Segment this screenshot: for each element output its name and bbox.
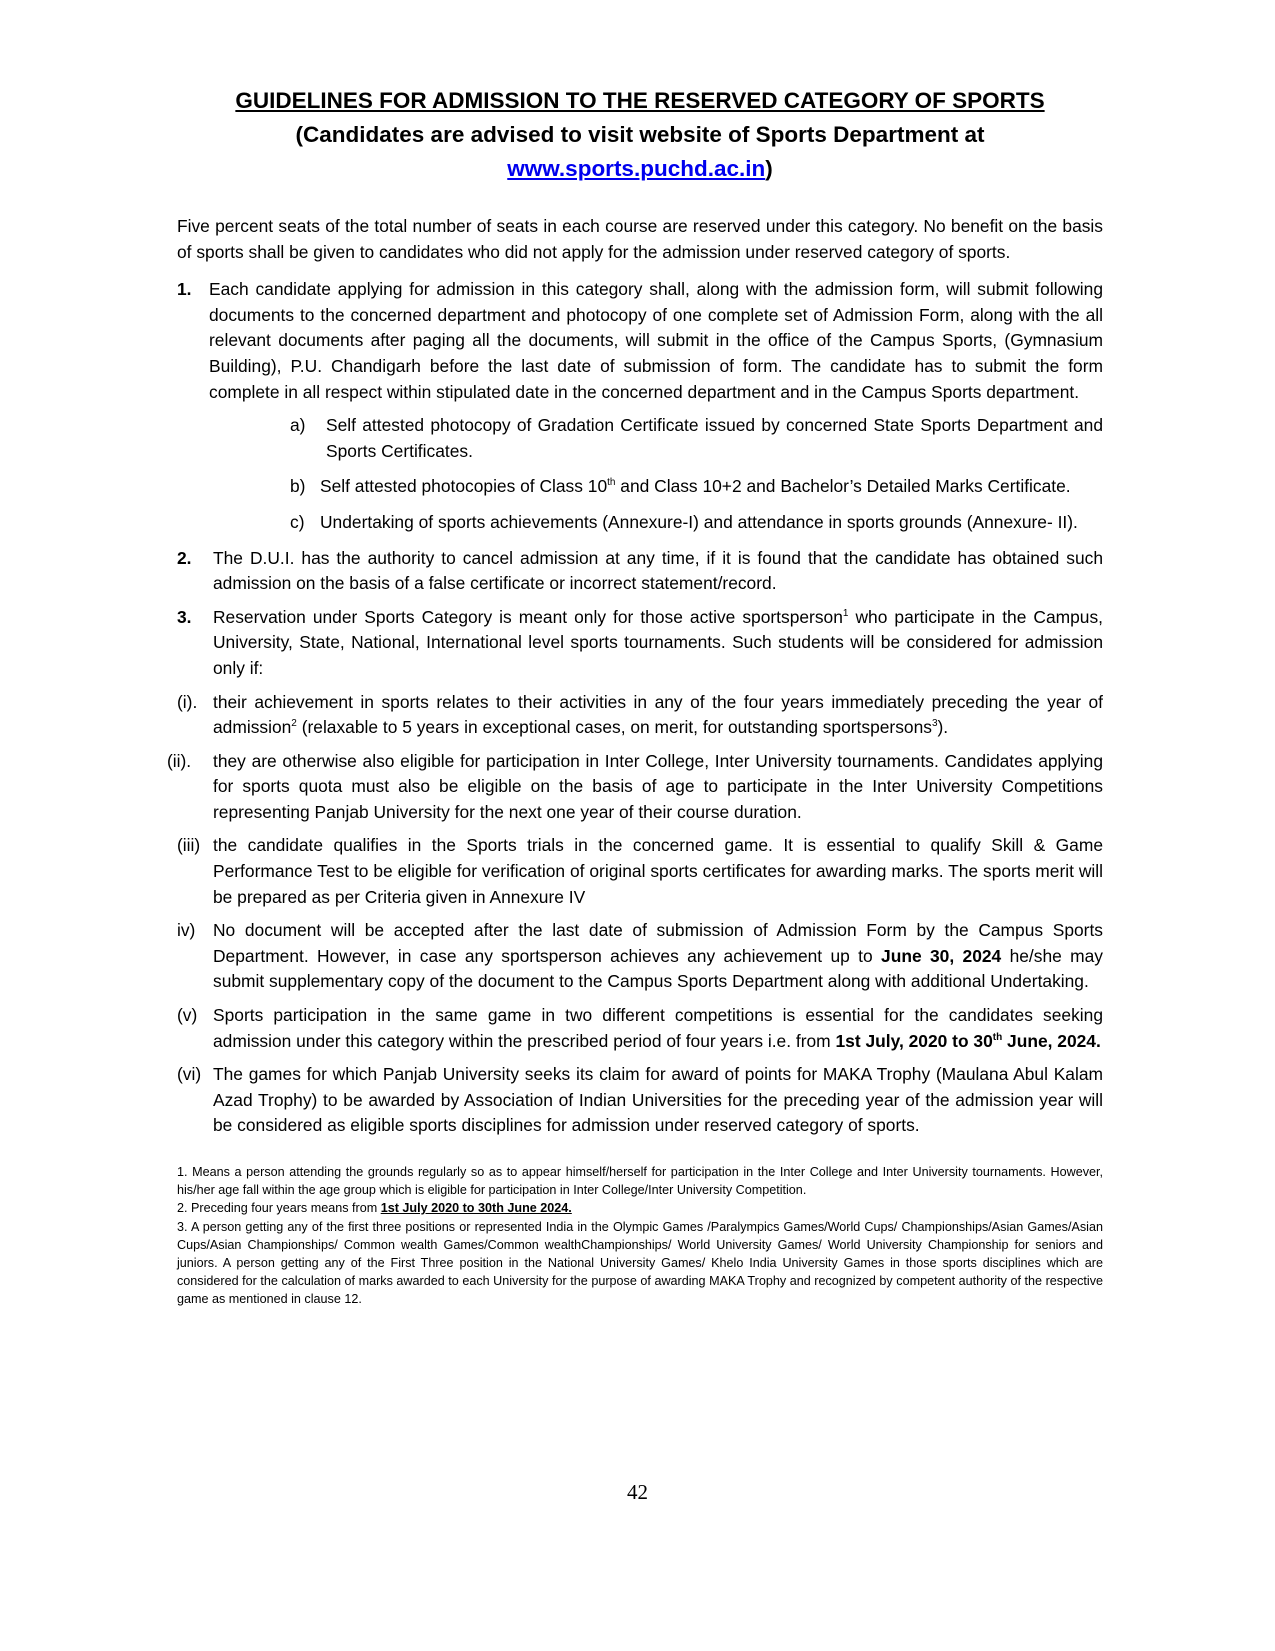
page-title: GUIDELINES FOR ADMISSION TO THE RESERVED CATEGORY OF SPORTS <box>235 88 1045 113</box>
condition-number: (i). <box>177 691 198 712</box>
condition-text-cont: he/she may submit supplementary copy of the document to the Campus Sports Department along with additional Undertaking. <box>213 945 1103 992</box>
intro-paragraph: Five percent seats of the total number of seats in each course are reserved under this category. No benefit on the basis of sports shall be given to candidates who did not apply for the admission under reserved category of sports. <box>177 216 1103 262</box>
condition-text: No document will be accepted after the last date of submission of Admission Form by the Campus Sports Department. However, in case any sportsperson achieves any achievement up to <box>213 920 1103 966</box>
condition-text: The games for which Panjab University seeks its claim for award of points for MAKA Trophy (Maulana Abul Kalam Azad Trophy) to be awarded by Association of Indian Universities for the preceding year of the admission year will be considered as eligible sports disciplines for admission under reserved category of sports. <box>213 1064 1103 1136</box>
title-link-line <box>177 152 1103 186</box>
clause-3 <box>177 605 1103 682</box>
condition-number: (v) <box>177 1005 198 1026</box>
footnote-2-period: 1st July 2020 to 30th June 2024. <box>380 1201 572 1216</box>
document-letter: b) <box>290 476 306 497</box>
document-letter: a) <box>290 415 306 436</box>
condition-text: their achievement in sports relates to their activities in any of the four years immediately preceding the year of admission <box>213 691 1103 738</box>
footnote-1: 1. Means a person attending the grounds regularly so as to appear himself/herself for participation in the Inter College and Inter University tournaments. However, his/her age fall within the age group which is eligible for participation in Inter College/Inter University Competition. <box>177 1165 1103 1198</box>
condition-text: they are otherwise also eligible for participation in Inter College, Inter University tournaments. Candidates applying for sports quota must also be eligible on the basis of age to participate in the Inter University Competitions representing Panjab University for the next one year of their course duration. <box>213 750 1103 822</box>
superscript: th <box>607 477 616 489</box>
condition-iv <box>177 918 1103 995</box>
condition-text-end: ). <box>937 717 949 738</box>
document-text: Self attested photocopies of Class 10 <box>320 476 608 497</box>
clause-number: 1. <box>177 279 192 300</box>
condition-v <box>177 1003 1103 1054</box>
clause-text-cont: who participate in the Campus, University, State, National, International level sports tournaments. Such students will be considered for admission only if: <box>213 606 1103 678</box>
clause-2 <box>177 546 1103 597</box>
footnote-ref-2: 2 <box>291 718 297 730</box>
condition-text-cont: (relaxable to 5 years in exceptional cases, on merit, for outstanding sportspersons <box>296 717 932 738</box>
condition-number: (ii). <box>167 750 192 771</box>
documents-list <box>177 413 1103 535</box>
condition-number: iv) <box>177 920 196 941</box>
document-item-c <box>290 510 1103 536</box>
document-item-a <box>290 413 1103 464</box>
page-number: 42 <box>627 1480 648 1504</box>
condition-text: the candidate qualifies in the Sports trials in the concerned game. It is essential to qualify Skill & Game Performance Test to be eligible for verification of original sports certificates for awarding marks. The sports merit will be prepared as per Criteria given in Annexure IV <box>213 835 1103 907</box>
guidelines-body <box>167 214 1103 1139</box>
footnotes <box>177 1163 1103 1309</box>
clause-text: The D.U.I. has the authority to cancel admission at any time, if it is found that the candidate has obtained such admission on the basis of a false certificate or incorrect statement/record. <box>213 547 1103 594</box>
footnote-ref-3: 3 <box>931 718 938 730</box>
document-text: Self attested photocopy of Gradation Certificate issued by concerned State Sports Department and Sports Certificates. <box>326 415 1103 461</box>
website-link[interactable]: www.sports.puchd.ac.in <box>507 156 766 181</box>
condition-ii <box>167 749 1103 826</box>
condition-text: Sports participation in the same game in two different competitions is essential for the candidates seeking admission under this category within the prescribed period of four years i.e. from <box>213 1005 1103 1051</box>
deadline-date: June 30, 2024 <box>881 945 1002 966</box>
condition-i <box>177 690 1103 741</box>
clause-text: Each candidate applying for admission in this category shall, along with the admission form, will submit following documents to the concerned department and photocopy of one complete set of Admission Form, along with the all relevant documents after paging all the documents, will submit in the office of the Campus Sports, (Gymnasium Building), P.U. Chandigarh before the last date of submission of form. The candidate has to submit the form complete in all respect within stipulated date in the concerned department and in the Campus Sports department. <box>209 279 1103 402</box>
clause-text: Reservation under Sports Category is meant only for those active sportsperson <box>213 606 843 627</box>
condition-vi <box>177 1062 1103 1139</box>
document-letter: c) <box>290 511 305 532</box>
footnote-2 <box>177 1199 1103 1217</box>
title-advice <box>177 118 1103 152</box>
clause-number: 3. <box>177 606 192 627</box>
condition-number: (iii) <box>177 835 201 856</box>
footnote-ref-1: 1 <box>842 607 849 619</box>
footnote-2-text: 2. Preceding four years means from <box>177 1201 381 1216</box>
superscript: th <box>992 1031 1003 1043</box>
condition-number: (vi) <box>177 1064 202 1085</box>
title-block <box>177 84 1103 186</box>
advice-prefix: (Candidates are advised to visit website of Sports Department at <box>295 122 985 147</box>
clause-1 <box>177 277 1103 405</box>
advice-suffix: ) <box>765 156 773 181</box>
period-start: 1st July, 2020 to 30 <box>835 1030 993 1051</box>
footnote-3: 3. A person getting any of the first three positions or represented India in the Olympic Games /Paralympics Games/World Cups/ Championships/Asian Games/Asian Cups/Asian Championships/ Common wealth Games/Common wealthChampionships/ World University Games/ World University Championship for seniors and juniors. A person getting any of the First Three position in the National University Games/ Khelo India University Games in those sports disciplines which are considered for the calculation of marks awarded to each University for the purpose of awarding MAKA Trophy and recognized by competent authority of the respective game as mentioned in clause 12. <box>177 1219 1103 1307</box>
document-text: Undertaking of sports achievements (Annexure-I) and attendance in sports grounds (Annexure- II). <box>320 511 1078 532</box>
document-text-cont: and Class 10+2 and Bachelor’s Detailed Marks Certificate. <box>615 476 1071 497</box>
clause-number: 2. <box>177 547 192 568</box>
document-item-b <box>290 474 1103 500</box>
period-end: June, 2024. <box>1002 1030 1101 1051</box>
condition-iii <box>177 833 1103 910</box>
